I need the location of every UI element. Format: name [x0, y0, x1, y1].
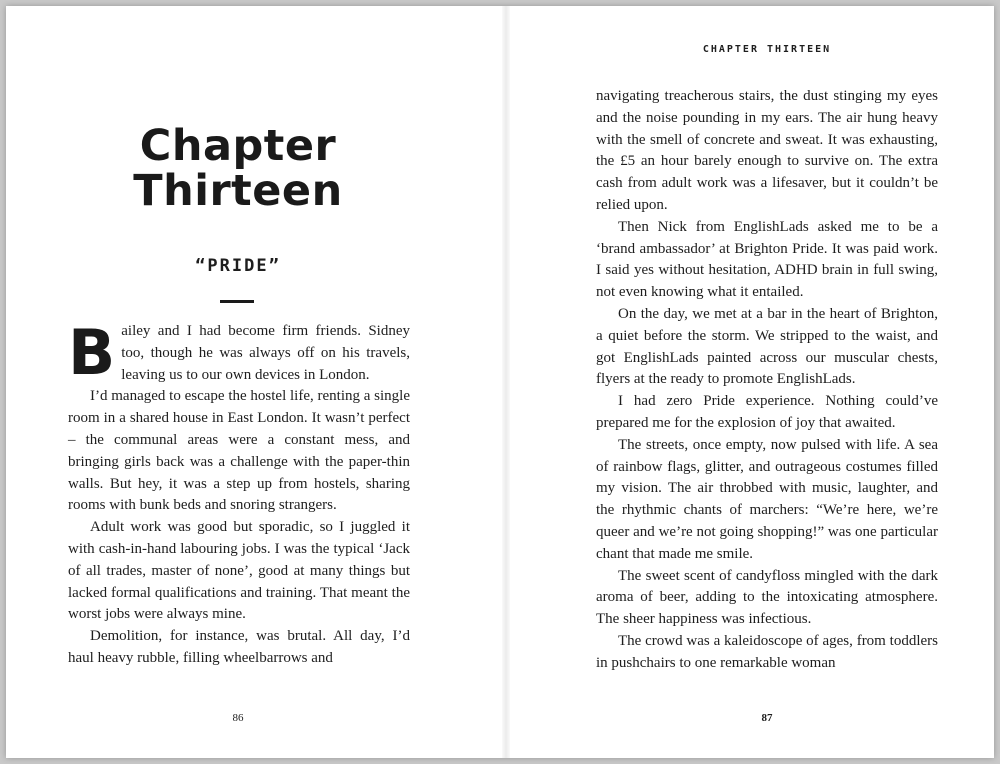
body-paragraph: I had zero Pride experience. Nothing could’ve prepared me for the explosion of joy that awaited. [596, 393, 938, 431]
left-page [6, 6, 502, 758]
body-paragraph: I’d managed to escape the hostel life, renting a single room in a shared house in East London. It wasn’t perfect – the communal areas were a constant mess, and bringing girls back was a challenge with the paper-thin walls. But hey, it was a step up from hostels, sharing rooms with bunk beds and snoring strangers. [68, 388, 410, 514]
title-divider [220, 300, 254, 303]
chapter-title [68, 121, 408, 216]
body-paragraph: The sweet scent of candyfloss mingled with the dark aroma of beer, adding to the intoxicating atmosphere. The sheer happiness was infectious. [596, 567, 938, 628]
right-body-text [596, 86, 938, 675]
body-paragraph: The streets, once empty, now pulsed with life. A sea of rainbow flags, glitter, and outrageous costumes filled my vision. The air throbbed with music, laughter, and the rhythmic chants of marchers: “We’re here, we’re queer and we’re not going shopping!” was one particular chant that made me smile. [596, 436, 938, 562]
drop-cap: B [68, 316, 116, 389]
body-paragraph: Then Nick from EnglishLads asked me to be a ‘brand ambassador’ at Brighton Pride. It was paid work. I said yes without hesitation, ADHD brain in full swing, not even knowing what it entailed. [596, 218, 938, 301]
body-paragraph: Demolition, for instance, was brutal. All day, I’d haul heavy rubble, filling wheelbarrows and [68, 628, 410, 666]
page-number: 86 [232, 712, 244, 724]
body-paragraph: Adult work was good but sporadic, so I juggled it with cash-in-hand labouring jobs. I was the typical ‘Jack of all trades, master of none’, good at many things but lacked formal qualifications and training. That meant the worst jobs were always mine. [68, 519, 410, 623]
book-spread [6, 6, 994, 758]
left-body-text [68, 316, 410, 670]
chapter-title-line2: Thirteen [133, 166, 343, 216]
chapter-title-line1: Chapter [139, 121, 337, 171]
body-paragraph: The crowd was a kaleidoscope of ages, from toddlers in pushchairs to one remarkable woman [596, 632, 938, 671]
chapter-subtitle: “PRIDE” [195, 256, 281, 276]
body-paragraph: On the day, we met at a bar in the heart of Brighton, a quiet before the storm. We stripped to the waist, and got EnglishLads painted across our muscular chests, flyers at the ready to promote EnglishLads. [596, 305, 938, 388]
right-page [510, 6, 994, 758]
body-paragraph [68, 316, 410, 389]
book-gutter [502, 6, 510, 758]
body-paragraph: navigating treacherous stairs, the dust stinging my eyes and the noise pounding in my ears. The air hung heavy with the smell of concrete and sweat. It was exhausting, the £5 an hour barely enough to survive on. The extra cash from adult work was a lifesaver, but it couldn’t be relied upon. [596, 88, 938, 213]
page-number: 87 [761, 712, 773, 724]
running-head: CHAPTER THIRTEEN [702, 44, 832, 55]
paragraph-text: ailey and I had become firm friends. Sidney too, though he was always off on his travels, leaving us to our own devices in London. [121, 323, 410, 383]
